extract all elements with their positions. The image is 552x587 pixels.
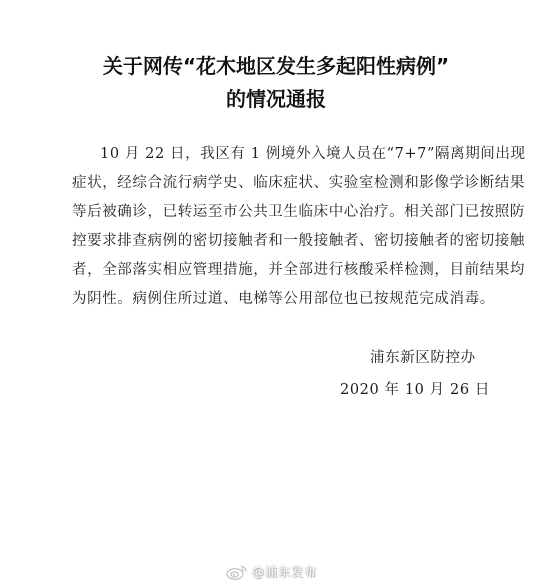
weibo-logo-icon [226,564,248,580]
body-line: 10 月 22 日，我区有 1 例境外入境人员在“7+7”隔离期间出现 [100,146,526,162]
watermark-text: @浦东发布 [252,565,318,579]
body-line: 为阴性。病例住所过道、电梯等公用部位也已按规范完成消毒。 [72,291,495,307]
signature-organization: 浦东新区防控办 [370,350,476,366]
document-body [72,140,526,314]
body-line: 者，全部落实相应管理措施，并全部进行核酸采样检测，目前结果均 [72,262,525,278]
body-line: 症状，经综合流行病学史、临床症状、实验室检测和影像学诊断结果 [72,175,525,191]
signature-date: 2020 年 10 月 26 日 [340,382,490,398]
body-line: 控要求排查病例的密切接触者和一般接触者、密切接触者的密切接触 [72,233,525,249]
document-title-line-1: 关于网传“花木地区发生多起阳性病例” [102,54,450,78]
watermark [226,563,317,580]
body-line: 等后被确诊，已转运至市公共卫生临床中心治疗。相关部门已按照防 [72,204,525,220]
document-title-line-2: 的情况通报 [226,87,326,111]
